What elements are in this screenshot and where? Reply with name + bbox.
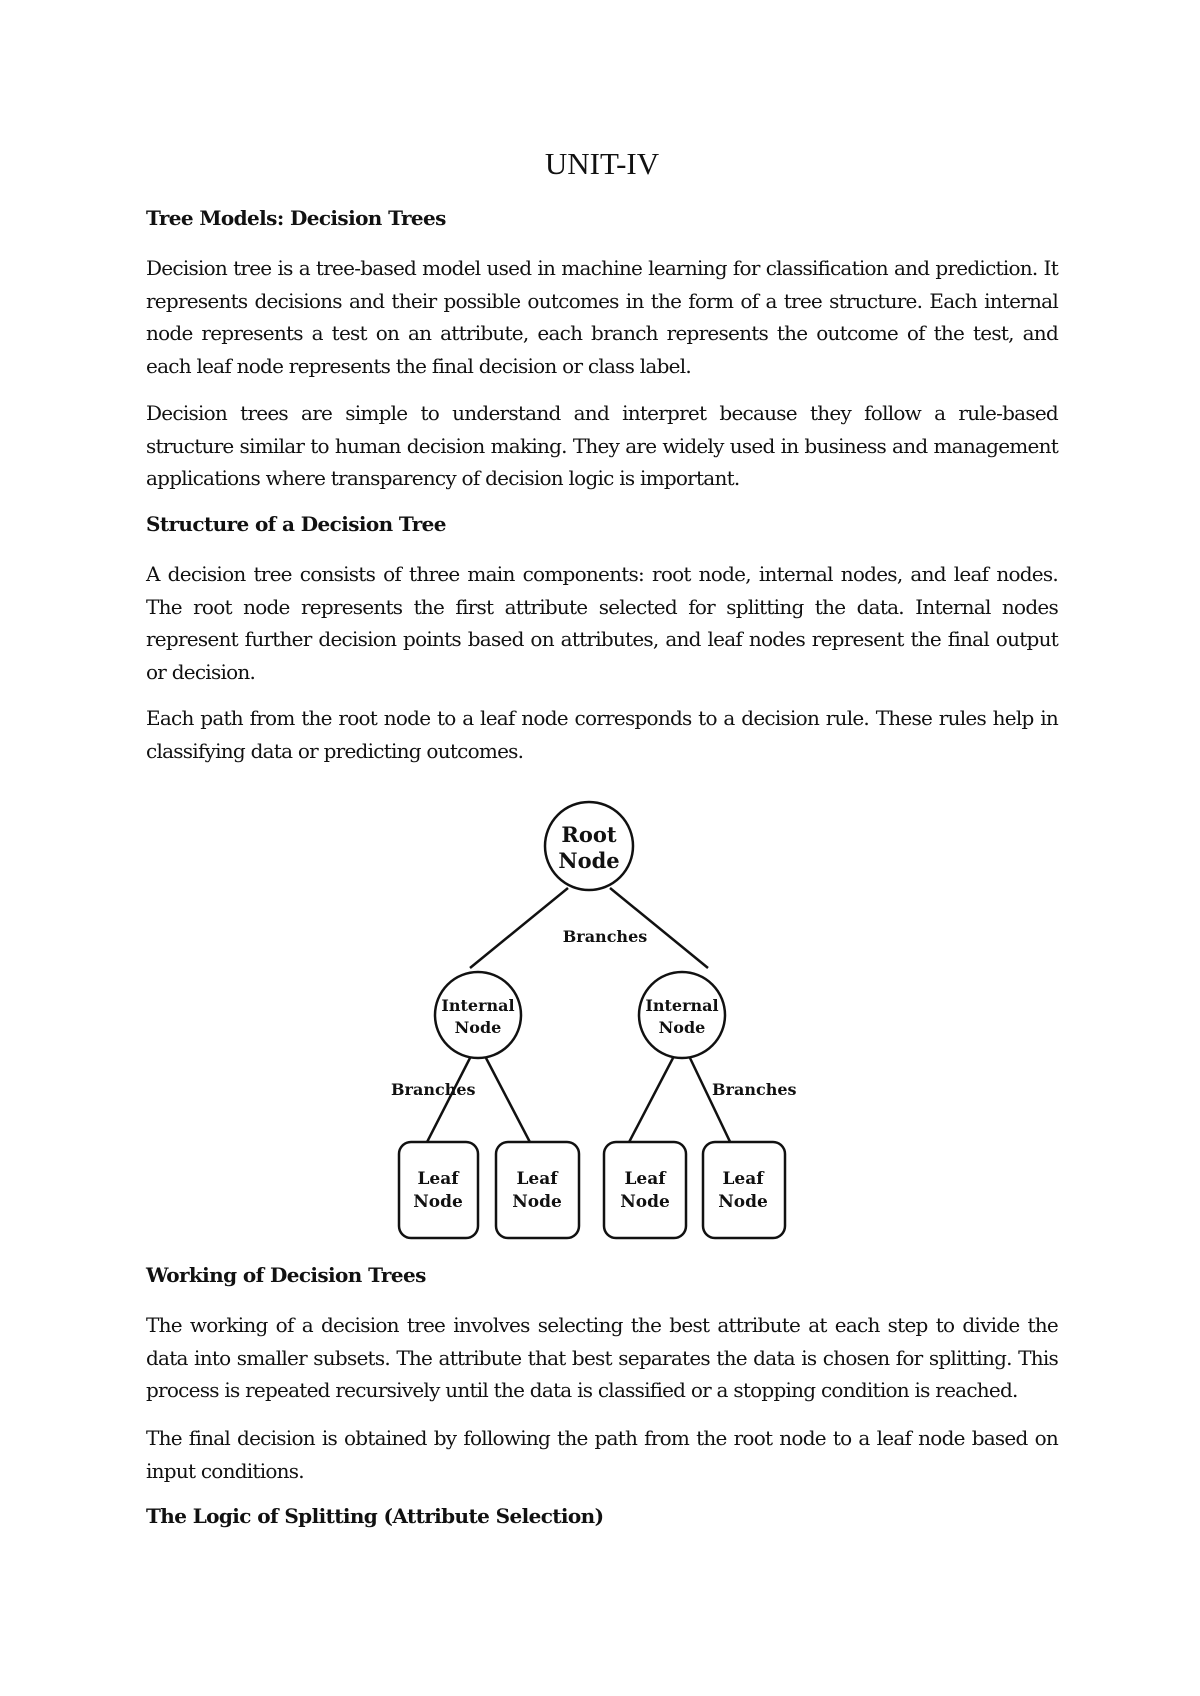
leaf-node-4-label-line2: Node (718, 1192, 768, 1212)
leaf-node-3-label-line2: Node (620, 1192, 670, 1212)
paragraph-final-decision: The final decision is obtained by following the path from the root node to a leaf node based on input conditions. (146, 1426, 1058, 1483)
leaf-node-4-box (703, 1142, 785, 1238)
leaf-node-3-box (604, 1142, 686, 1238)
internal-node-right-label-line1: Internal (645, 996, 719, 1015)
branches-label-right: Branches (712, 1080, 797, 1099)
paragraph-working-process: The working of a decision tree involves selecting the best attribute at each step to divide the data into smaller subsets. The attribute that best separates the data is chosen for splitting. This process is repeated recursively until the data is classified or a stopping condition is reached. (146, 1313, 1058, 1402)
leaf-node-2-label-line1: Leaf (516, 1169, 558, 1189)
root-node-label-line2: Node (558, 848, 620, 873)
unit-title: UNIT-IV (544, 146, 660, 181)
leaf-node-2-label-line2: Node (512, 1192, 562, 1212)
section-heading-splitting-logic: The Logic of Splitting (Attribute Selection) (146, 1504, 604, 1528)
section-heading-tree-models: Tree Models: Decision Trees (146, 206, 446, 230)
leaf-node-1-box (399, 1142, 478, 1238)
branch-line-left-leaf2 (486, 1058, 533, 1148)
section-heading-working: Working of Decision Trees (146, 1263, 426, 1287)
branch-line-right-leaf3 (626, 1058, 673, 1148)
branch-line-left-leaf1 (424, 1058, 470, 1148)
paragraph-decision-rules: Each path from the root node to a leaf node corresponds to a decision rule. These rules help in classifying data or predicting outcomes. (146, 706, 1058, 763)
root-node-label-line1: Root (561, 822, 617, 847)
internal-node-left-label-line1: Internal (441, 996, 515, 1015)
internal-node-left-label-line2: Node (454, 1018, 502, 1037)
leaf-node-1-label-line2: Node (413, 1192, 463, 1212)
internal-node-right-label-line2: Node (658, 1018, 706, 1037)
leaf-node-4-label-line1: Leaf (722, 1169, 764, 1189)
branches-label-top: Branches (562, 927, 648, 946)
decision-tree-diagram (390, 790, 820, 1254)
branch-line-right-leaf4 (690, 1058, 733, 1148)
section-heading-structure: Structure of a Decision Tree (146, 512, 446, 536)
branches-label-left: Branches (391, 1080, 476, 1099)
paragraph-decision-tree-definition: Decision tree is a tree-based model used in machine learning for classification and prediction. It represents decisions and their possible outcomes in the form of a tree structure. Each internal node represents a test on an attribute, each branch represents the outcome of the test, and each leaf node represents the final decision or class label. (146, 256, 1058, 378)
internal-node-left-circle (435, 972, 521, 1058)
leaf-node-3-label-line1: Leaf (624, 1169, 666, 1189)
branch-line-root-left (470, 888, 568, 968)
paragraph-decision-tree-interpretability: Decision trees are simple to understand and interpret because they follow a rule-based structure similar to human decision making. They are widely used in business and management applications where transparency of decision logic is important. (146, 401, 1058, 490)
internal-node-right-circle (639, 972, 725, 1058)
decision-tree-svg (390, 790, 820, 1250)
paragraph-structure-components: A decision tree consists of three main components: root node, internal nodes, and leaf nodes. The root node represents the first attribute selected for splitting the data. Internal nodes represent further decision points based on attributes, and leaf nodes represent the final output or decision. (146, 562, 1058, 684)
leaf-node-2-box (496, 1142, 579, 1238)
leaf-node-1-label-line1: Leaf (417, 1169, 459, 1189)
